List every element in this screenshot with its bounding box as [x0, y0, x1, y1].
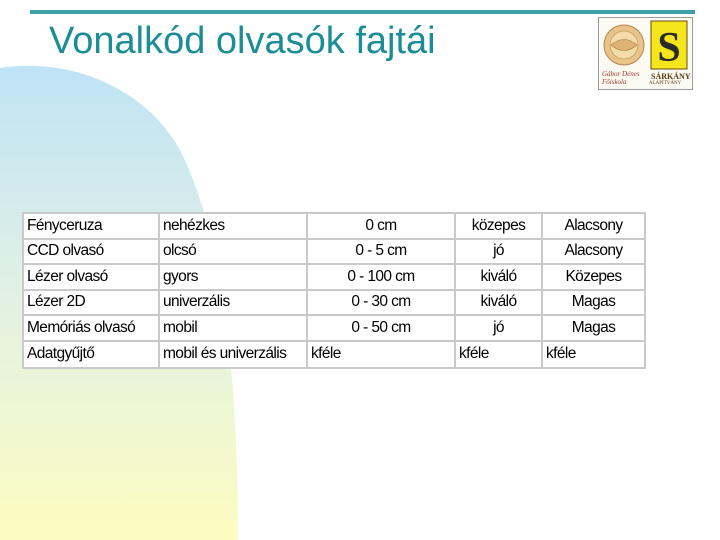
table-cell-range: kféle: [308, 342, 456, 368]
table-row: [24, 342, 644, 368]
table-row: [24, 291, 644, 317]
table-cell-quality: jó: [456, 316, 543, 342]
table-row: [24, 214, 644, 240]
table-row: [24, 316, 644, 342]
slide-title: Vonalkód olvasók fajtái: [49, 20, 436, 62]
table-cell-quality: közepes: [456, 214, 543, 240]
table-cell-name: CCD olvasó: [24, 240, 160, 266]
table-cell-price: Magas: [543, 291, 644, 317]
table-cell-quality: kiváló: [456, 291, 543, 317]
table-cell-property: mobil és univerzális: [160, 342, 308, 368]
table-row: [24, 240, 644, 266]
table-row: [24, 265, 644, 291]
svg-text:S: S: [657, 25, 681, 71]
logo-left-text-1: Gábor Dénes: [602, 70, 640, 78]
table-cell-name: Memóriás olvasó: [24, 316, 160, 342]
table-cell-property: mobil: [160, 316, 308, 342]
title-top-rule: [30, 10, 695, 14]
table-cell-range: 0 - 5 cm: [308, 240, 456, 266]
logo-left-text-2: Főiskola: [602, 78, 627, 86]
table-cell-property: gyors: [160, 265, 308, 291]
logo-right-text-2: ALAPÍTVÁNY: [649, 81, 682, 86]
table-cell-price: Alacsony: [543, 240, 644, 266]
table-cell-quality: kféle: [456, 342, 543, 368]
table-cell-price: kféle: [546, 345, 576, 363]
table-cell-name: Lézer olvasó: [24, 265, 160, 291]
table-cell-range: 0 - 100 cm: [308, 265, 456, 291]
table-cell-property: univerzális: [160, 291, 308, 317]
table-cell-price: Alacsony: [543, 214, 644, 240]
table-cell-property: olcsó: [160, 240, 308, 266]
table-cell-property: nehézkes: [160, 214, 308, 240]
table-cell-name: Adatgyűjtő: [24, 342, 160, 368]
logo-emblem: [598, 17, 693, 90]
table-cell-name: Fényceruza: [24, 214, 160, 240]
table-cell-range: 0 cm: [308, 214, 456, 240]
table-cell-range: 0 - 50 cm: [308, 316, 456, 342]
table-cell-price: Magas: [543, 316, 644, 342]
table-cell-name: Lézer 2D: [24, 291, 160, 317]
table-cell-quality: kiváló: [456, 265, 543, 291]
table-cell-range: 0 - 30 cm: [308, 291, 456, 317]
logo-right-text-1: SÁRKÁNY: [651, 72, 691, 81]
table-cell-quality: jó: [456, 240, 543, 266]
barcode-reader-table: [22, 212, 646, 369]
table-cell-price: Közepes: [543, 265, 644, 291]
